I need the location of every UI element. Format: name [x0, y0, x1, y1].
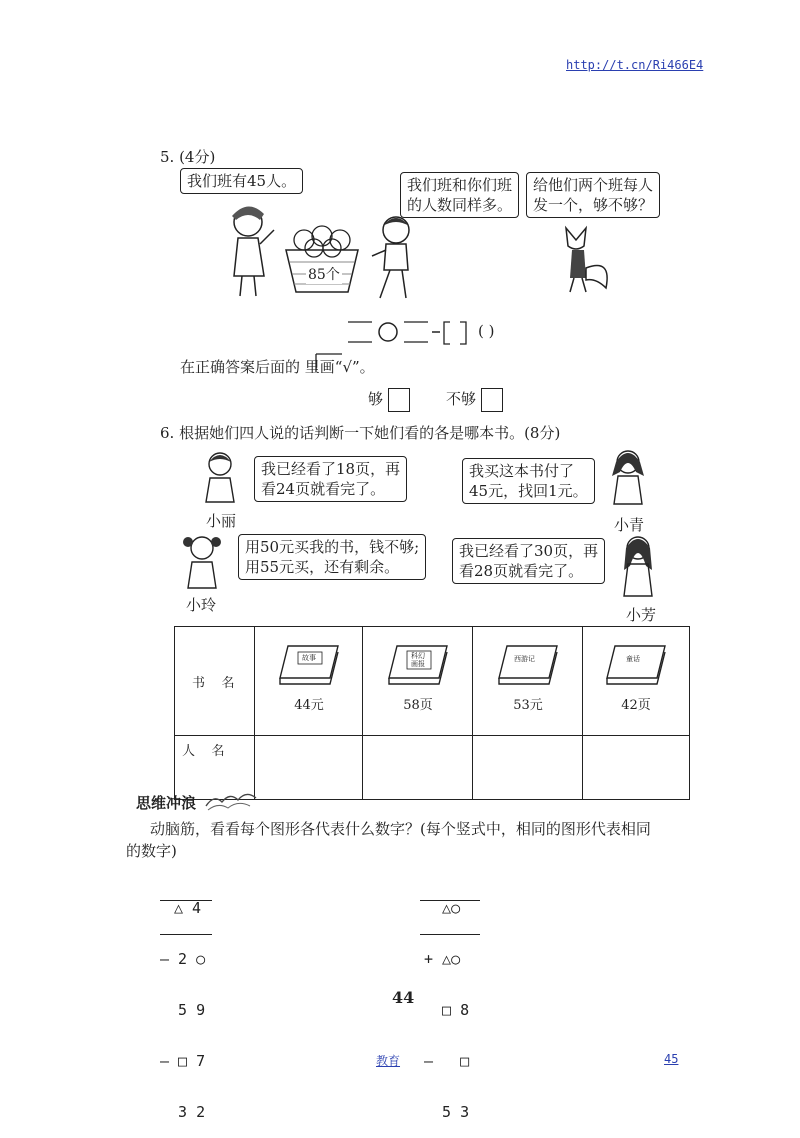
- bubble-line: 发一个，够不够？: [533, 196, 654, 214]
- puzzle-right-rule: [420, 934, 480, 935]
- girl-xiaoling-illustration: [180, 530, 226, 592]
- puzzle-right-rule: [420, 900, 480, 901]
- instruction-box-icon: [314, 352, 344, 374]
- puzzle-line: □ 8: [424, 1001, 470, 1019]
- bubble-line: 用55元买，还有剩余。: [245, 558, 400, 576]
- puzzle-line: 3 2: [160, 1103, 206, 1121]
- bubble-line: 我们班和你们班: [407, 176, 513, 194]
- book-value: 58页: [403, 698, 433, 713]
- section-prompt-line1: 动脑筋，看看每个图形各代表什么数字？(每个竖式中，相同的图形代表相同: [150, 820, 651, 838]
- book-cover-title: 西游记: [514, 655, 535, 663]
- footer-education-link[interactable]: 教育: [376, 1054, 401, 1068]
- bubble-line: 看24页就看完了。: [261, 480, 386, 498]
- bubble-line: 45元，找回1元。: [469, 482, 588, 500]
- q5-option-enough: [368, 388, 410, 412]
- name-xiaofang: 小芳: [626, 606, 657, 624]
- table-row-divider: [174, 735, 690, 736]
- name-xiaoqing: 小青: [614, 516, 645, 534]
- bubble-line: 的人数同样多。: [407, 196, 513, 214]
- name-xiaoling: 小玲: [186, 596, 217, 614]
- book-value: 42页: [621, 698, 651, 713]
- puzzle-line: 5 3: [424, 1103, 470, 1121]
- book-icon: [256, 638, 362, 688]
- name-xiaoli: 小丽: [206, 512, 237, 530]
- footer-page-link[interactable]: 45: [664, 1052, 679, 1066]
- option-label: 够: [368, 390, 384, 408]
- book-value: 44元: [294, 698, 324, 713]
- q6-title: 6. 根据她们四人说的话判断一下她们看的各是哪本书。(8分): [160, 424, 561, 442]
- basket-label: 85个: [306, 264, 342, 284]
- q5-answer-paren: ( ): [478, 322, 495, 340]
- bubble-line: 我已经看了30页，再: [459, 542, 599, 560]
- girl-xiaoqing-illustration: [606, 446, 652, 510]
- book-cell: [256, 638, 362, 713]
- bubble-line: 我已经看了18页，再: [261, 460, 401, 478]
- book-value: 53元: [513, 698, 543, 713]
- book-cover-title: 童话: [626, 655, 640, 663]
- wave-decoration-icon: [204, 788, 260, 812]
- book-cover-title: 科幻画报: [411, 652, 425, 668]
- table-col-divider: [254, 626, 255, 800]
- table-col-divider: [362, 626, 363, 800]
- girl-xiaoli-illustration: [200, 448, 244, 508]
- puzzle-left-rule: [160, 934, 212, 935]
- bubble-text: 我们班有45人。: [187, 172, 297, 190]
- section-title: 思维冲浪: [136, 794, 197, 812]
- q5-equation-blanks: [346, 318, 482, 346]
- table-col-divider: [472, 626, 473, 800]
- puzzle-left: [160, 866, 205, 1138]
- bubble-xiaofang: [452, 538, 605, 584]
- option-label: 不够: [446, 390, 477, 408]
- apple-basket-illustration: [282, 222, 362, 296]
- q5-bubble-fox: [526, 172, 660, 218]
- book-cell: [364, 638, 472, 713]
- puzzle-left-rule: [160, 900, 212, 901]
- q5-bubble-girl: [180, 168, 303, 194]
- puzzle-right: [424, 866, 469, 1138]
- q5-option-not-enough: [446, 388, 503, 412]
- bubble-xiaoqing: [462, 458, 595, 504]
- boy-illustration: [366, 206, 420, 306]
- fox-illustration: [556, 218, 616, 296]
- bubble-xiaoli: [254, 456, 407, 502]
- book-cell: [474, 638, 582, 713]
- enough-checkbox[interactable]: [388, 388, 410, 412]
- bubble-line: 用50元买我的书，钱不够;: [245, 538, 420, 556]
- puzzle-line: △ 4: [174, 899, 202, 917]
- puzzle-line: – □ 7: [160, 1052, 206, 1070]
- bubble-line: 我买这本书付了: [469, 462, 575, 480]
- row-header-book-name: 书 名: [192, 676, 235, 691]
- q5-instruction: 在正确答案后面的 里画“√”。: [180, 358, 375, 376]
- puzzle-line: 5 9: [160, 1001, 206, 1019]
- row-header-person-name: 人 名: [182, 744, 225, 759]
- not-enough-checkbox[interactable]: [481, 388, 503, 412]
- puzzle-line: – □: [424, 1052, 470, 1070]
- page-number: 44: [392, 988, 415, 1007]
- bubble-line: 给他们两个班每人: [533, 176, 654, 194]
- puzzle-line: + △○: [424, 950, 461, 968]
- girl-illustration: [220, 196, 280, 302]
- section-prompt-line2: 的数字): [126, 842, 177, 860]
- puzzle-line: △○: [424, 899, 461, 917]
- book-cover-title: 故事: [302, 654, 316, 662]
- header-url-link[interactable]: http://t.cn/Ri466E4: [566, 58, 704, 72]
- girl-xiaofang-illustration: [616, 530, 660, 602]
- table-col-divider: [582, 626, 583, 800]
- q5-title: 5. (4分): [160, 148, 216, 166]
- bubble-xiaoling: [238, 534, 426, 580]
- puzzle-line: – 2 ○: [160, 950, 206, 968]
- bubble-line: 看28页就看完了。: [459, 562, 584, 580]
- book-cell: [584, 638, 688, 713]
